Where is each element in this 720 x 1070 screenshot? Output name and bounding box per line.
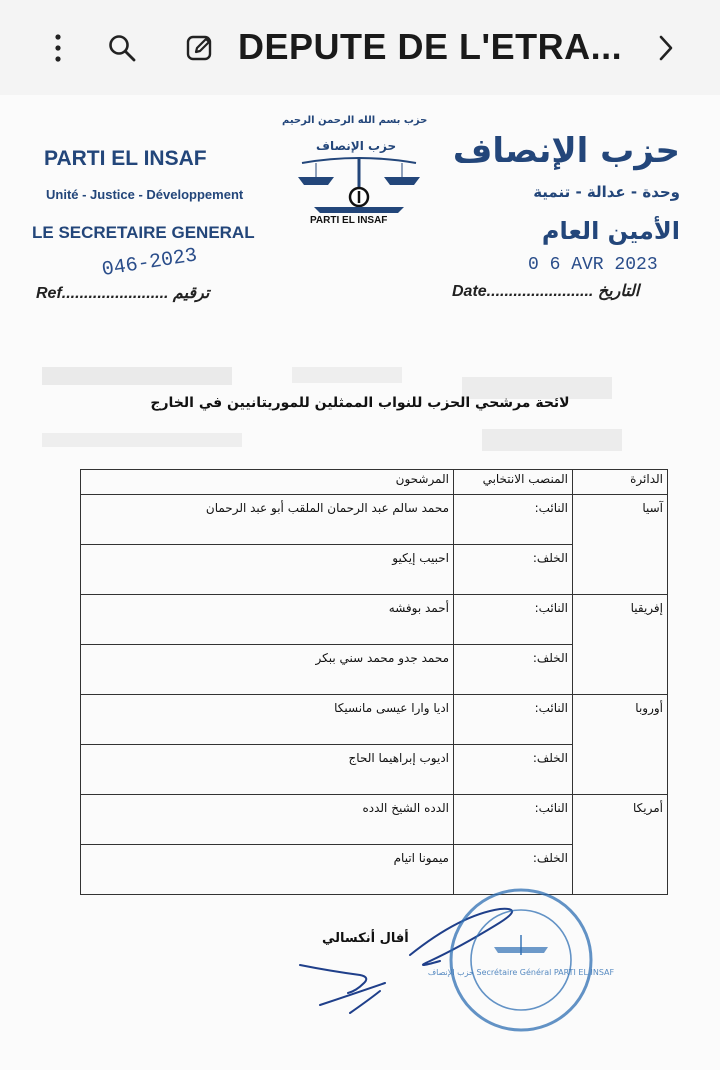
date-stamp: 0 6 AVR 2023: [528, 255, 658, 275]
region-cell: أوروبا: [573, 695, 668, 795]
official-stamp: [427, 885, 615, 1035]
ref-label: Ref........................ ترقيم: [36, 285, 210, 302]
table-header-row: [81, 470, 668, 495]
header-position: المنصب الانتخابي: [454, 470, 573, 495]
candidate-name: اديوب إبراهيما الحاج: [81, 745, 454, 795]
logo-label-ar: حزب الإنصاف: [316, 139, 397, 153]
candidate-name: الدده الشيخ الدده: [81, 795, 454, 845]
region-cell: آسيا: [573, 495, 668, 595]
candidate-name: محمد جدو محمد سني ببكر: [81, 645, 454, 695]
table-row: [81, 495, 668, 545]
region-cell: إفريقيا: [573, 595, 668, 695]
document-page[interactable]: [0, 95, 720, 1070]
basmala: حزب بسم الله الرحمن الرحيم: [282, 115, 428, 126]
table-row: [81, 595, 668, 645]
date-label: Date........................ التاريخ: [452, 283, 640, 300]
candidate-name: محمد سالم عبد الرحمان الملقب أبو عبد الرحمان: [81, 495, 454, 545]
ref-number-stamp: 046-2023: [100, 244, 199, 282]
position-cell: النائب:: [454, 695, 573, 745]
more-vert-icon[interactable]: [38, 28, 78, 68]
document-heading: لائحة مرشحي الحزب للنواب الممثلين للموريتانيين في الخارج: [150, 395, 570, 411]
position-cell: النائب:: [454, 595, 573, 645]
scales-logo-icon: [294, 155, 424, 217]
secretary-title-ar: الأمين العام: [541, 217, 680, 245]
edit-icon[interactable]: [180, 28, 220, 68]
header-candidates: المرشحون: [81, 470, 454, 495]
signer-name: أفال أنكسالي: [322, 931, 409, 946]
chevron-right-icon[interactable]: [646, 28, 686, 68]
candidate-name: اديا وارا عيسى مانسيكا: [81, 695, 454, 745]
position-cell: الخلف:: [454, 545, 573, 595]
search-icon[interactable]: [102, 28, 142, 68]
position-cell: الخلف:: [454, 845, 573, 895]
position-cell: النائب:: [454, 495, 573, 545]
party-name-fr: PARTI EL INSAF: [44, 147, 207, 170]
stamp-text: حزب الإنصاف Secrétaire Général PARTI EL INSAF: [427, 968, 615, 977]
candidate-name: ميمونا اتيام: [81, 845, 454, 895]
candidate-name: احبيب إيكيو: [81, 545, 454, 595]
table-row: [81, 795, 668, 845]
position-cell: النائب:: [454, 795, 573, 845]
candidate-name: أحمد بوفشه: [81, 595, 454, 645]
party-motto-ar: وحدة - عدالة - تنمية: [533, 183, 680, 201]
header-region: الدائرة: [573, 470, 668, 495]
party-motto-fr: Unité - Justice - Développement: [46, 187, 244, 202]
party-name-ar: حزب الإنصاف: [452, 131, 680, 171]
app-toolbar: [0, 0, 720, 95]
logo-label-fr: PARTI EL INSAF: [310, 215, 388, 226]
position-cell: الخلف:: [454, 645, 573, 695]
document-title: DEPUTE DE L'ETRA...: [238, 26, 623, 67]
position-cell: الخلف:: [454, 745, 573, 795]
table-row: [81, 695, 668, 745]
candidates-table: [80, 469, 668, 895]
region-cell: أمريكا: [573, 795, 668, 895]
bleed-through-ghost: [42, 367, 662, 463]
secretary-title-fr: LE SECRETAIRE GENERAL: [32, 223, 255, 242]
